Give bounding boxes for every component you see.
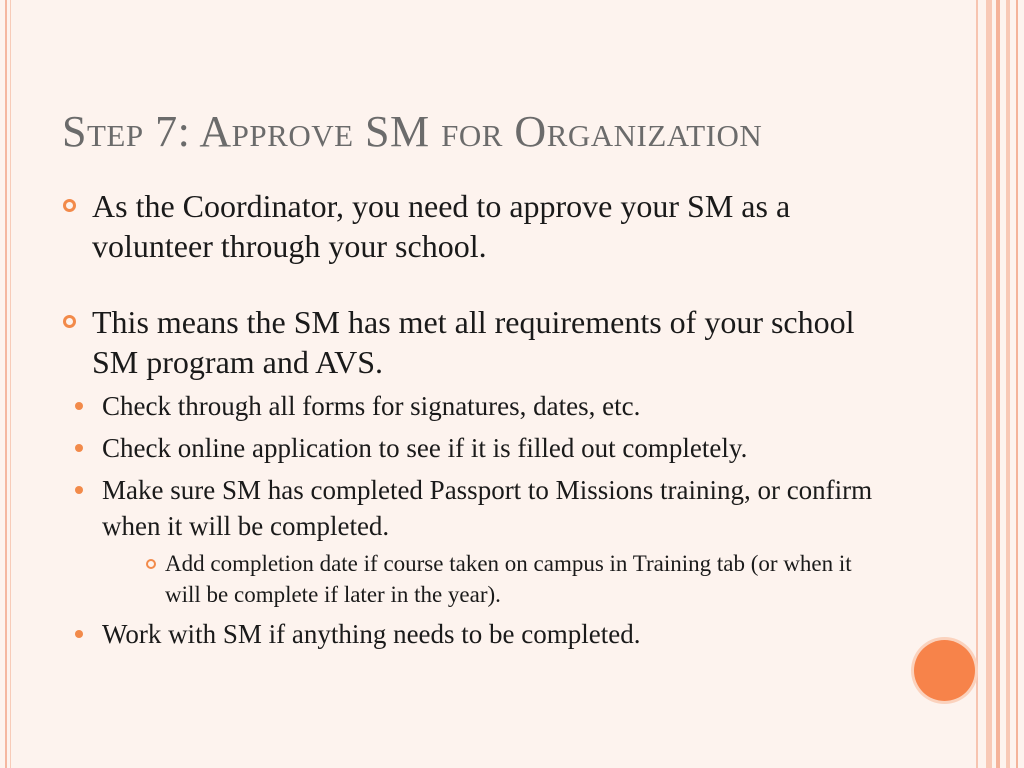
- bullet-dot-icon: [75, 444, 83, 452]
- bullet-ring-icon: [146, 559, 156, 569]
- decorative-circle: [914, 640, 975, 701]
- sub-bullet-text: Check through all forms for signatures, dates, etc.: [102, 391, 641, 421]
- left-border-line: [5, 0, 7, 768]
- bullet-list: [60, 186, 890, 656]
- sub-bullet-item: [60, 616, 890, 652]
- stripe: [1016, 0, 1018, 768]
- sub-bullet-item: [60, 472, 890, 544]
- sub-sub-bullet-item: [60, 548, 890, 610]
- bullet-text: This means the SM has met all requirements of your school SM program and AVS.: [92, 304, 855, 380]
- bullet-dot-icon: [75, 630, 83, 638]
- bullet-ring-icon: [63, 315, 76, 328]
- sub-bullet-text: Work with SM if anything needs to be completed.: [102, 619, 641, 649]
- sub-sub-bullet-text: Add completion date if course taken on campus in Training tab (or when it will be complete if later in the year).: [165, 551, 852, 607]
- stripe: [1006, 0, 1010, 768]
- bullet-ring-icon: [63, 199, 76, 212]
- sub-bullet-item: [60, 430, 890, 466]
- right-decorative-stripes: [976, 0, 1024, 768]
- slide-title: Step 7: Approve SM for Organization: [62, 107, 763, 156]
- bullet-dot-icon: [75, 486, 83, 494]
- bullet-item: [60, 186, 890, 266]
- stripe: [986, 0, 992, 768]
- bullet-item: [60, 302, 890, 382]
- sub-bullet-text: Make sure SM has completed Passport to Missions training, or confirm when it will be completed.: [102, 475, 873, 541]
- sub-bullet-text: Check online application to see if it is filled out completely.: [102, 433, 748, 463]
- stripe: [976, 0, 978, 768]
- bullet-text: As the Coordinator, you need to approve your SM as a volunteer through your school.: [92, 188, 791, 264]
- stripe: [996, 0, 1000, 768]
- sub-bullet-item: [60, 388, 890, 424]
- bullet-dot-icon: [75, 402, 83, 410]
- left-border-line-inner: [10, 0, 11, 768]
